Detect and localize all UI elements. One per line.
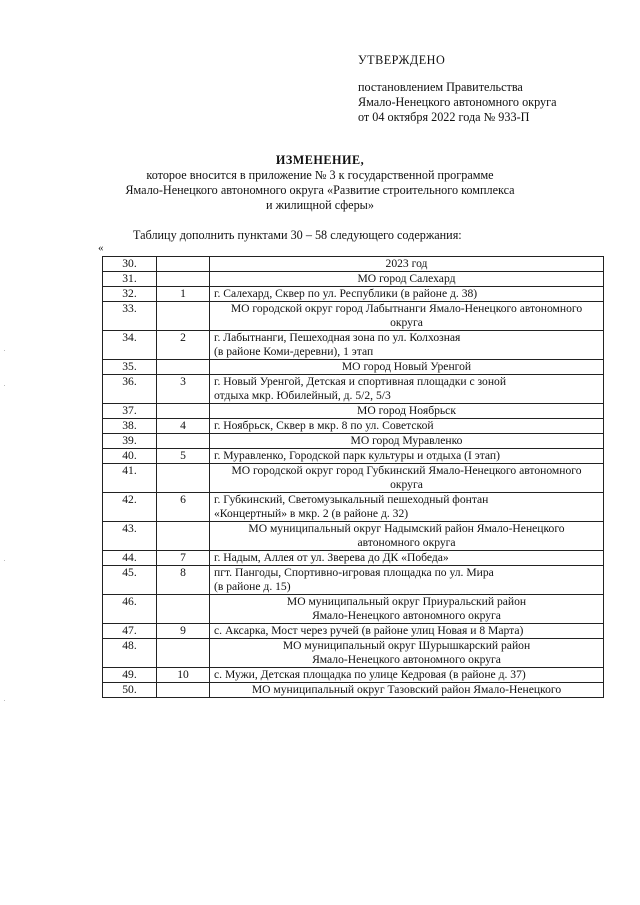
municipality-cell [210,522,604,551]
item-number-text: 2 [180,331,186,344]
item-number-cell [157,449,210,464]
municipality-text: МО муниципальный округ Шурышкарский район Ямало-Ненецкого автономного округа [282,639,531,666]
item-number-text: 6 [180,493,186,506]
row-number-cell [103,302,157,331]
item-row [103,419,604,434]
municipality-row [103,464,604,493]
row-number-text: 33. [122,302,137,315]
row-number-cell [103,522,157,551]
row-number-cell [103,566,157,595]
municipality-row [103,360,604,375]
row-number-text: 31. [122,272,137,285]
municipality-cell [210,683,604,698]
municipality-cell [210,404,604,419]
item-row [103,375,604,404]
municipality-cell [210,360,604,375]
year-cell [210,257,604,272]
row-number-text: 34. [122,331,137,344]
object-name-cell [210,419,604,434]
item-number-text: 5 [180,449,186,462]
object-name-text: г. Муравленко, Городской парк культуры и отдыха (I этап) [214,449,500,462]
municipality-text: МО город Салехард [357,272,456,285]
opening-quote: « [98,242,104,254]
row-number-text: 46. [122,595,137,608]
row-number-cell [103,668,157,683]
item-row [103,551,604,566]
object-name-text: г. Надым, Аллея от ул. Зверева до ДК «Победа» [214,551,449,564]
document-subtitle-line: Ямало-Ненецкого автономного округа «Развитие строительного комплекса [125,183,515,197]
item-row [103,287,604,302]
row-number-text: 32. [122,287,137,300]
approval-block [358,53,628,125]
municipality-text: МО муниципальный округ Приуральский район Ямало-Ненецкого автономного округа [286,595,527,622]
row-number-cell [103,360,157,375]
item-number-cell [157,493,210,522]
item-number-cell [157,464,210,493]
object-name-text: г. Салехард, Сквер по ул. Республики (в районе д. 38) [214,287,478,300]
row-number-cell [103,272,157,287]
object-name-text: г. Ноябрьск, Сквер в мкр. 8 по ул. Советской [214,419,434,432]
approval-line: от 04 октября 2022 года № 933-П [358,110,530,124]
row-number-cell [103,434,157,449]
municipality-text: МО городской округ город Губкинский Ямало-Ненецкого автономного округа [231,464,582,491]
municipality-cell [210,272,604,287]
municipality-text: МО город Ноябрьск [357,404,456,417]
item-row [103,449,604,464]
item-row [103,624,604,639]
municipality-cell [210,639,604,668]
municipality-row [103,522,604,551]
municipality-text: МО муниципальный округ Надымский район Ямало-Ненецкого автономного округа [248,522,565,549]
row-number-text: 44. [122,551,137,564]
object-name-text: г. Новый Уренгой, Детская и спортивная площадки с зоной отдыха мкр. Юбилейный, д. 5/2, 5/3 [214,375,507,402]
item-number-cell [157,551,210,566]
row-number-cell [103,639,157,668]
municipality-text: МО город Муравленко [350,434,463,447]
row-number-text: 47. [122,624,137,637]
item-number-cell [157,257,210,272]
item-number-cell [157,272,210,287]
municipality-row [103,302,604,331]
row-number-text: 42. [122,493,137,506]
municipality-cell [210,434,604,449]
object-name-cell [210,287,604,302]
object-name-cell [210,493,604,522]
document-title: ИЗМЕНЕНИЕ, [275,153,365,167]
row-number-text: 39. [122,434,137,447]
row-number-text: 48. [122,639,137,652]
item-number-cell [157,639,210,668]
object-name-cell [210,624,604,639]
item-number-text: 3 [180,375,186,388]
item-number-cell [157,624,210,639]
item-row [103,493,604,522]
row-number-text: 41. [122,464,137,477]
row-number-text: 36. [122,375,137,388]
object-name-text: пгт. Пангоды, Спортивно-игровая площадка по ул. Мира (в районе д. 15) [214,566,494,593]
scan-dot [4,560,5,561]
document-subtitle-line: и жилищной сферы» [266,198,374,212]
item-row [103,668,604,683]
row-number-text: 30. [122,257,137,270]
item-number-cell [157,302,210,331]
intro-text: Таблицу дополнить пунктами 30 – 58 следующего содержания: [133,228,462,242]
item-number-text: 7 [180,551,186,564]
item-number-cell [157,375,210,404]
object-name-cell [210,566,604,595]
object-name-cell [210,668,604,683]
amendment-table-body [103,257,604,698]
item-row [103,566,604,595]
municipality-row [103,272,604,287]
row-number-text: 50. [122,683,137,696]
row-number-cell [103,595,157,624]
item-number-text: 10 [177,668,189,681]
item-number-cell [157,522,210,551]
amendment-table [102,256,604,698]
item-number-text: 4 [180,419,186,432]
item-number-text: 1 [180,287,186,300]
object-name-cell [210,449,604,464]
row-number-cell [103,683,157,698]
municipality-row [103,639,604,668]
scan-dot [4,350,5,351]
row-number-cell [103,375,157,404]
object-name-cell [210,375,604,404]
municipality-cell [210,595,604,624]
item-number-cell [157,287,210,302]
object-name-text: г. Лабытнанги, Пешеходная зона по ул. Колхозная (в районе Коми-деревни), 1 этап [214,331,461,358]
object-name-cell [210,331,604,360]
item-number-text: 9 [180,624,186,637]
municipality-row [103,683,604,698]
municipality-cell [210,464,604,493]
municipality-row [103,434,604,449]
row-number-cell [103,287,157,302]
municipality-text: МО город Новый Уренгой [341,360,472,373]
row-number-text: 43. [122,522,137,535]
row-number-cell [103,464,157,493]
row-number-cell [103,449,157,464]
municipality-row [103,404,604,419]
row-number-cell [103,551,157,566]
row-number-text: 49. [122,668,137,681]
object-name-text: г. Губкинский, Светомузыкальный пешеходный фонтан «Концертный» в мкр. 2 (в районе д. 32) [214,493,489,520]
row-number-cell [103,331,157,360]
municipality-row [103,595,604,624]
item-number-text: 8 [180,566,186,579]
item-number-cell [157,331,210,360]
municipality-text: МО муниципальный округ Тазовский район Ямало-Ненецкого [251,683,562,696]
row-number-cell [103,493,157,522]
row-number-cell [103,624,157,639]
row-number-text: 45. [122,566,137,579]
document-subtitle-line: которое вносится в приложение № 3 к государственной программе [146,168,494,182]
item-number-cell [157,360,210,375]
object-name-text: с. Мужи, Детская площадка по улице Кедровая (в районе д. 37) [214,668,526,681]
item-number-cell [157,419,210,434]
row-number-cell [103,257,157,272]
approval-line: Ямало-Ненецкого автономного округа [358,95,557,109]
approval-line: постановлением Правительства [358,80,523,94]
row-number-cell [103,419,157,434]
row-number-text: 38. [122,419,137,432]
municipality-cell [210,302,604,331]
row-number-text: 35. [122,360,137,373]
item-number-cell [157,595,210,624]
item-row [103,331,604,360]
object-name-cell [210,551,604,566]
item-number-cell [157,566,210,595]
row-number-text: 37. [122,404,137,417]
scan-dot [4,385,5,386]
scan-dot [4,700,5,701]
item-number-cell [157,668,210,683]
item-number-cell [157,404,210,419]
document-heading [60,153,580,213]
item-number-cell [157,683,210,698]
row-number-cell [103,404,157,419]
item-number-cell [157,434,210,449]
row-number-text: 40. [122,449,137,462]
municipality-text: МО городской округ город Лабытнанги Ямало-Ненецкого автономного округа [230,302,583,329]
year-row [103,257,604,272]
object-name-text: с. Аксарка, Мост через ручей (в районе улиц Новая и 8 Марта) [214,624,524,637]
year-text: 2023 год [385,257,428,270]
approval-title: УТВЕРЖДЕНО [358,53,446,67]
